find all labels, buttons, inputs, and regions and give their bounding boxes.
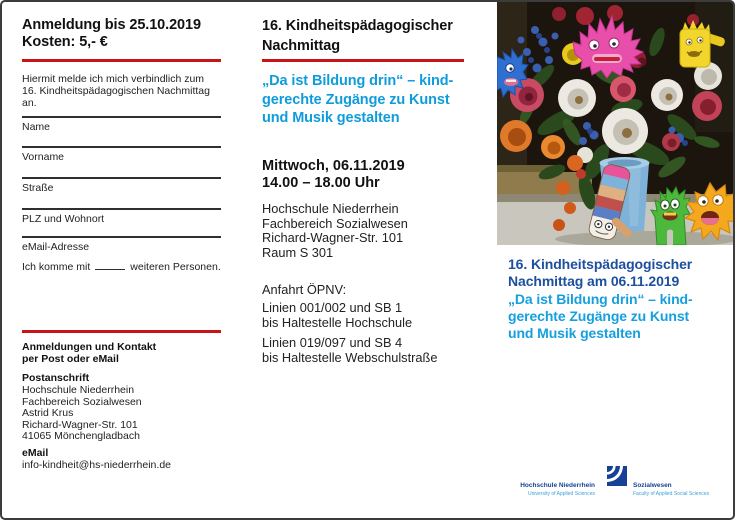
- form-field-strasse: [22, 177, 221, 194]
- companions-prefix: Ich komme mit: [22, 261, 91, 273]
- postal-line: Astrid Krus: [22, 407, 74, 420]
- red-divider: [22, 59, 221, 62]
- event-title-line1: 16. Kindheitspädagogischer: [262, 18, 453, 34]
- email-address: info-kindheit@hs-niederrhein.de: [22, 459, 171, 471]
- form-label: Vorname: [22, 150, 65, 163]
- cover-subtitle-line1: „Da ist Bildung drin“ – kind-: [508, 290, 693, 307]
- cover-subtitle-line3: und Musik gestalten: [508, 325, 641, 342]
- form-field-plz-wohnort: [22, 208, 221, 225]
- university-logo-mark-icon: [607, 466, 627, 486]
- red-divider: [22, 330, 221, 333]
- postal-heading: Postanschrift: [22, 372, 90, 384]
- companions-sentence: [22, 259, 221, 274]
- university-logo: [497, 466, 735, 508]
- postal-line: 41065 Mönchengladbach: [22, 430, 140, 443]
- university-name: Hochschule Niederrhein: [520, 482, 595, 489]
- form-line: [22, 236, 221, 238]
- contact-heading: [22, 342, 221, 366]
- location-line: Richard-Wagner-Str. 101: [262, 230, 404, 246]
- form-line: [22, 146, 221, 148]
- event-subtitle: [262, 72, 464, 128]
- event-time: 14.00 – 18.00 Uhr: [262, 174, 380, 191]
- transit-line: bis Haltestelle Webschulstraße: [262, 349, 438, 365]
- cover-title-line1: 16. Kindheitspädagogischer: [508, 256, 693, 272]
- form-line: [22, 177, 221, 179]
- companions-blank: [95, 259, 125, 270]
- registration-title-line1: Anmeldung bis 25.10.2019: [22, 17, 201, 33]
- event-datetime: [262, 158, 464, 192]
- form-line: [22, 116, 221, 118]
- event-subtitle-line1: „Da ist Bildung drin“ – kind-: [262, 73, 454, 89]
- postal-address: [22, 385, 221, 443]
- companions-suffix: weiteren Personen.: [130, 261, 221, 273]
- transit-info-1: [262, 301, 464, 330]
- event-date: Mittwoch, 06.11.2019: [262, 158, 405, 174]
- postal-line: Richard-Wagner-Str. 101: [22, 418, 138, 431]
- form-field-name: [22, 116, 221, 133]
- transit-line: Linien 019/097 und SB 4: [262, 335, 403, 350]
- form-label: Straße: [22, 181, 54, 194]
- red-divider: [262, 59, 464, 62]
- transit-info-2: [262, 336, 464, 365]
- event-subtitle-line2: gerechte Zugänge zu Kunst: [262, 91, 450, 108]
- location-line: Raum S 301: [262, 244, 334, 260]
- form-field-email: [22, 236, 221, 253]
- event-location: [262, 202, 464, 260]
- contact-heading-line1: Anmeldungen und Kontakt: [22, 341, 157, 353]
- cover-title-block: [508, 256, 726, 342]
- form-label: PLZ und Wohnort: [22, 212, 105, 225]
- form-label: Name: [22, 120, 51, 133]
- form-field-vorname: [22, 146, 221, 163]
- university-subtitle: University of Applied Sciences: [528, 491, 595, 497]
- faculty-name-block: [633, 482, 729, 497]
- university-name-block: [513, 482, 595, 497]
- postal-line: Fachbereich Sozialwesen: [22, 395, 142, 408]
- registration-intro: [22, 74, 221, 109]
- postal-line: Hochschule Niederrhein: [22, 384, 135, 396]
- registration-title-line2: Kosten: 5,- €: [22, 34, 108, 50]
- flower-painting: [497, 2, 735, 245]
- form-line: [22, 208, 221, 210]
- registration-intro-line1: Hiermit melde ich mich verbindlich zum: [22, 73, 205, 85]
- registration-intro-line2: 16. Kindheitspädagogischen Nachmittag an.: [22, 84, 210, 109]
- event-title-line2: Nachmittag: [262, 38, 340, 54]
- email-heading: eMail: [22, 447, 49, 459]
- cover-title-line2: Nachmittag am 06.11.2019: [508, 273, 680, 290]
- transit-line: bis Haltestelle Hochschule: [262, 314, 413, 330]
- event-title: [262, 16, 464, 56]
- form-label: eMail-Adresse: [22, 240, 90, 253]
- faculty-name: Sozialwesen: [633, 482, 672, 489]
- registration-title: [22, 17, 221, 51]
- location-line: Fachbereich Sozialwesen: [262, 215, 408, 231]
- faculty-subtitle: Faculty of Applied Social Sciences: [633, 491, 710, 497]
- event-subtitle-line3: und Musik gestalten: [262, 110, 400, 127]
- transit-line: Linien 001/002 und SB 1: [262, 300, 403, 315]
- contact-heading-line2: per Post oder eMail: [22, 352, 119, 365]
- cover-subtitle-line2: gerechte Zugänge zu Kunst: [508, 307, 690, 324]
- transit-heading: Anfahrt ÖPNV:: [262, 282, 347, 297]
- location-line: Hochschule Niederrhein: [262, 201, 399, 216]
